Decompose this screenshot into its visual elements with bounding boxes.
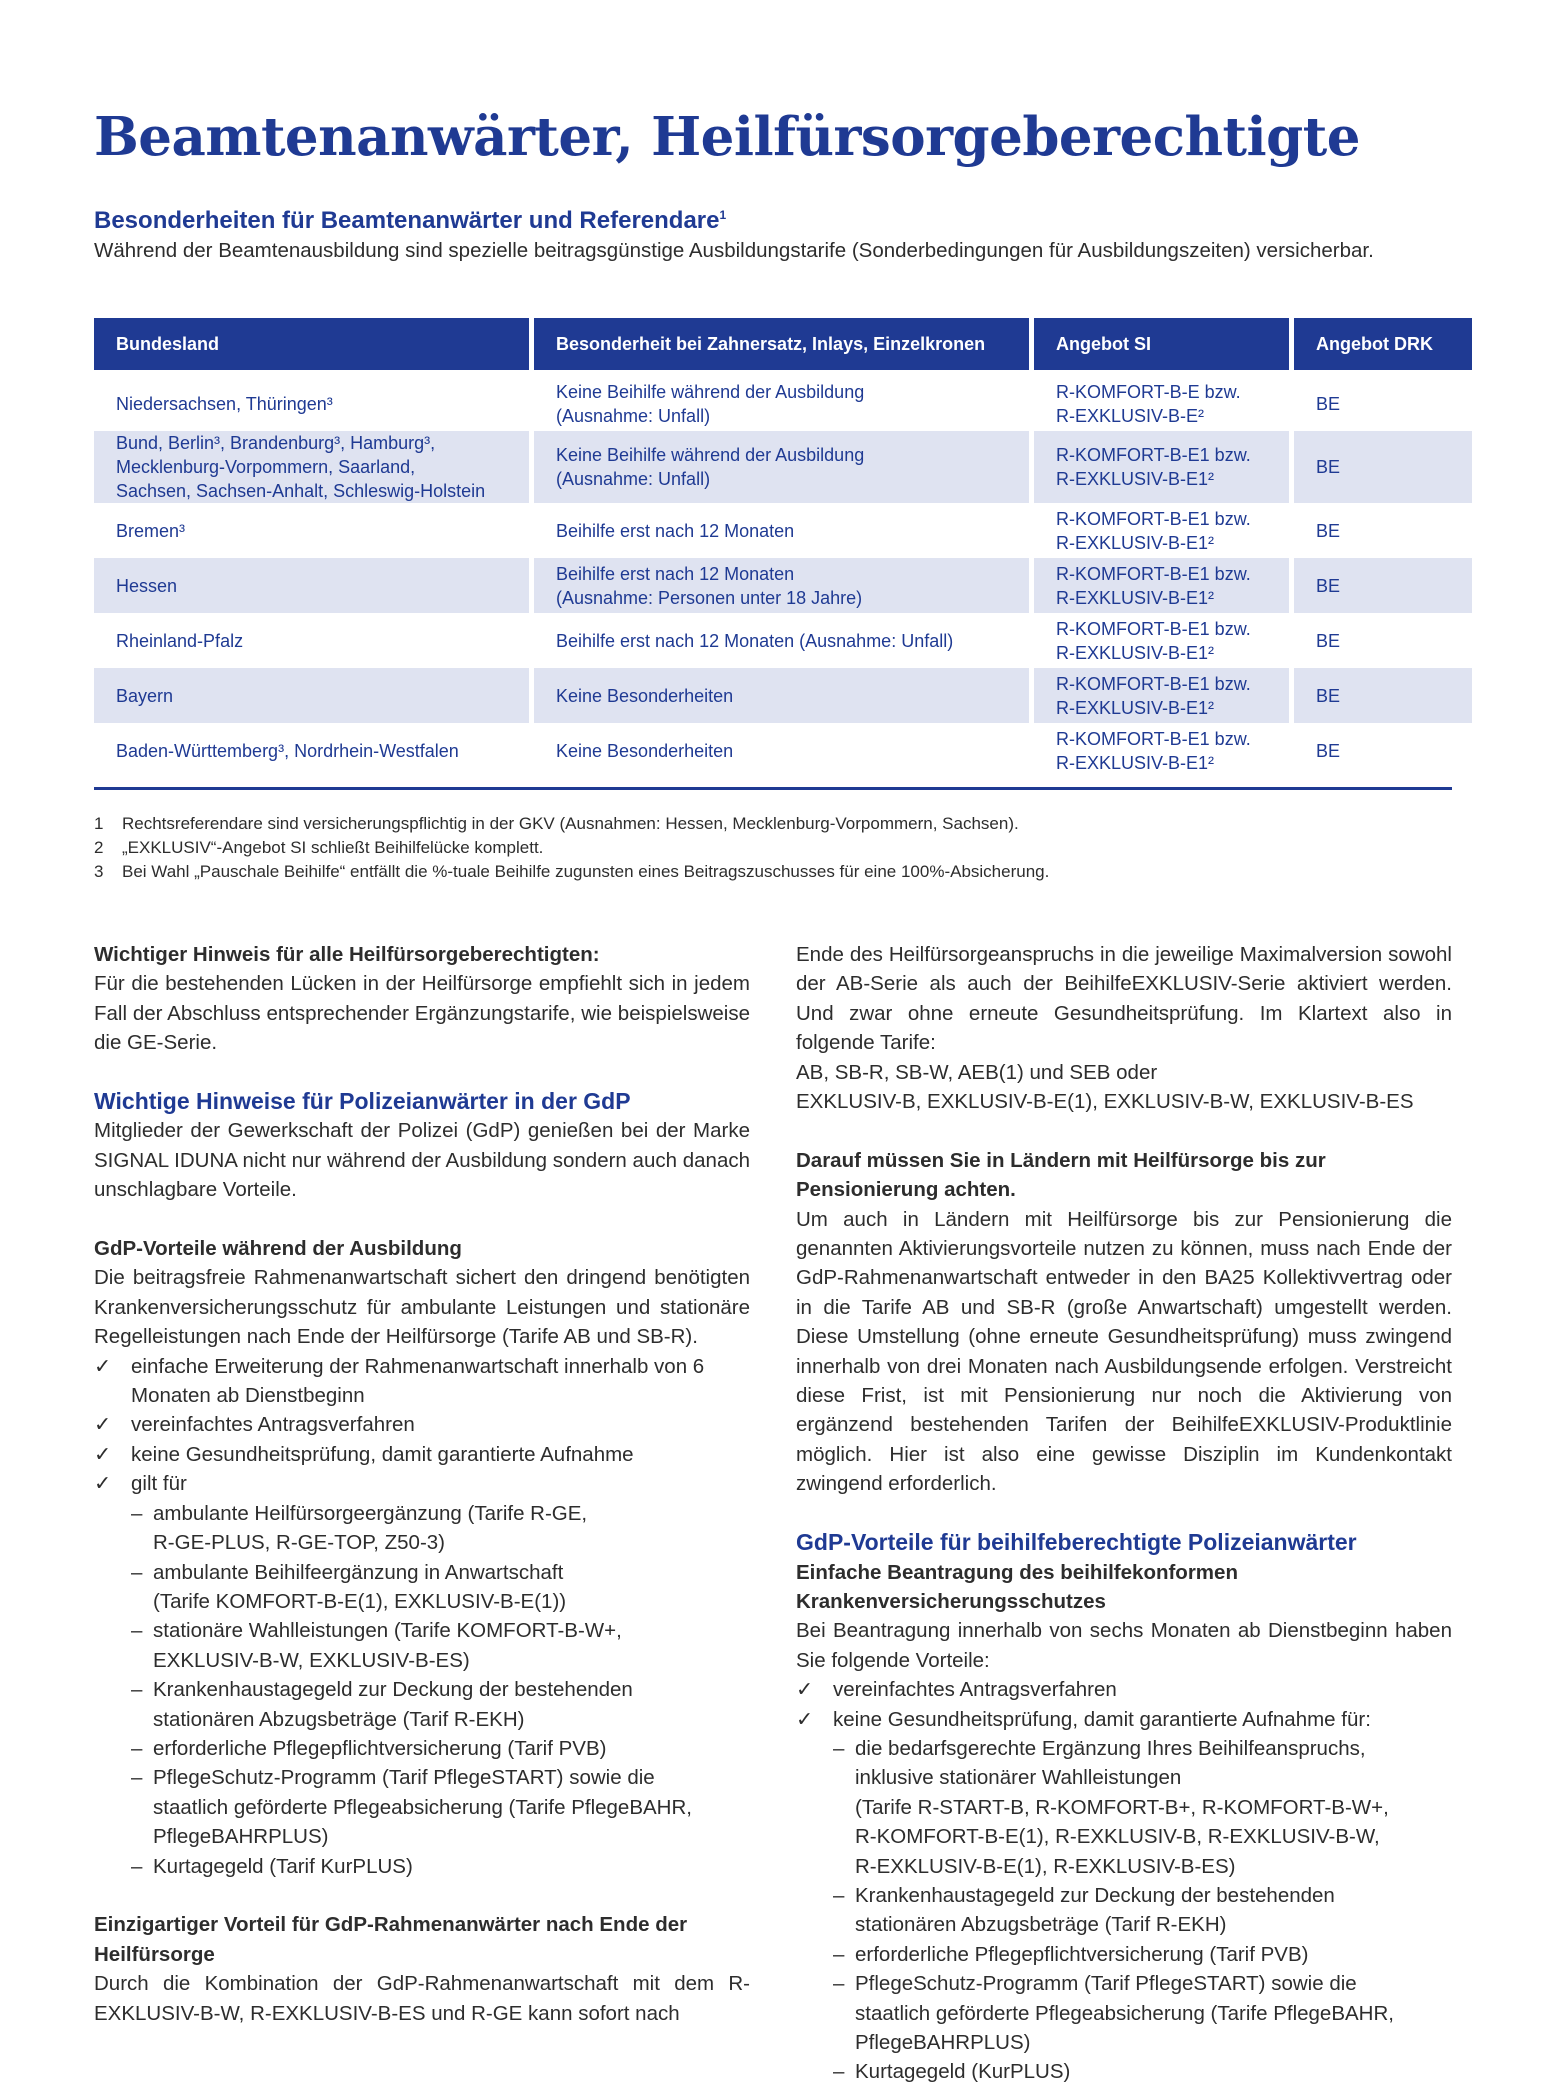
table-bottom-rule	[94, 787, 1452, 790]
dash-bullet: –	[131, 1501, 143, 1525]
ausbildung-heading: GdP-Vorteile während der Ausbildung	[94, 1237, 462, 1261]
footnote-number: 1	[94, 814, 104, 833]
table-cell-drk: BE	[1294, 431, 1472, 503]
dash-list	[833, 1734, 1452, 2087]
table-header-row	[94, 318, 1472, 376]
table-cell-drk: BE	[1316, 393, 1341, 414]
table-cell-si: R-KOMFORT-B-E1 bzw. R-EXKLUSIV-B-E1²	[1056, 728, 1251, 773]
table-cell-land: Rheinland-Pfalz	[116, 630, 244, 651]
list-item	[833, 1969, 1452, 2057]
list-item	[131, 1675, 750, 1734]
footnote-number: 2	[94, 838, 104, 857]
list-item-text: stationäre Wahlleistungen (Tarife KOMFORT-B-W+, EXKLUSIV-B-W, EXKLUSIV-B-ES)	[153, 1619, 622, 1672]
dash-bullet: –	[131, 1678, 143, 1702]
list-item-text: Krankenhaustagegeld zur Deckung der bestehenden stationären Abzugsbeträge (Tarif R-EKH)	[153, 1678, 633, 1731]
table-cell-besonderheit: Keine Beihilfe während der Ausbildung (Ausnahme: Unfall)	[556, 381, 865, 426]
table-row	[94, 668, 1472, 723]
list-item	[94, 1440, 750, 1469]
table-cell-land: Baden-Württemberg³, Nordrhein-Westfalen	[116, 740, 459, 761]
dash-bullet: –	[131, 1736, 143, 1760]
dash-bullet: –	[833, 1736, 845, 1760]
checkmark-icon: ✓	[94, 1472, 112, 1496]
footnote	[94, 836, 1452, 860]
dash-bullet: –	[131, 1766, 143, 1790]
table-row	[94, 431, 1472, 503]
table-cell-land: Bund, Berlin³, Brandenburg³, Hamburg³, Mecklenburg-Vorpommern, Saarland, Sachsen, Sachsen-Anhalt, Schleswig-Holstein	[94, 431, 529, 503]
intro-text: Während der Beamtenausbildung sind spezielle beitragsgünstige Ausbildungstarife (Sonderbedingungen für Ausbildungszeiten) versicherbar.	[94, 239, 1374, 262]
list-item-text: erforderliche Pflegepflichtversicherung (Tarif PVB)	[153, 1736, 607, 1760]
bundesland-table	[89, 318, 1477, 778]
list-item-text: PflegeSchutz-Programm (Tarif PflegeSTART) sowie die staatlich geförderte Pflegeabsicherung (Tarife PflegeBAHR, PflegeBAHRPLUS)	[855, 1972, 1394, 2054]
list-item	[796, 1675, 1452, 1704]
list-item-text: ambulante Beihilfeergänzung in Anwartschaft (Tarife KOMFORT-B-E(1), EXKLUSIV-B-E(1))	[153, 1560, 567, 1613]
footnote-text: Rechtsreferendare sind versicherungspflichtig in der GKV (Ausnahmen: Hessen, Mecklenburg-Vorpommern, Sachsen).	[122, 814, 1019, 833]
polizei-text: Mitglieder der Gewerkschaft der Polizei (GdP) genießen bei der Marke SIGNAL IDUNA nicht nur während der Ausbildung sondern auch danach unschlagbare Vorteile.	[94, 1119, 750, 1202]
beihilfe-subheading: Einfache Beantragung des beihilfekonformen Krankenversicherungsschutzes	[796, 1560, 1238, 1613]
dash-bullet: –	[131, 1854, 143, 1878]
dash-bullet: –	[131, 1619, 143, 1643]
list-item-text: Kurtagegeld (Tarif KurPLUS)	[153, 1854, 413, 1878]
einzig-text: Durch die Kombination der GdP-Rahmenanwartschaft mit dem R-EXKLUSIV-B-W, R-EXKLUSIV-B-ES und R-GE kann sofort nach	[94, 1972, 750, 2025]
footnote	[94, 812, 1452, 836]
check-list	[94, 1352, 750, 1499]
list-item-text: vereinfachtes Antragsverfahren	[833, 1678, 1117, 1702]
table-cell-drk: BE	[1316, 630, 1341, 651]
footnote	[94, 860, 1452, 884]
list-item	[131, 1616, 750, 1675]
checkmark-icon: ✓	[94, 1442, 112, 1466]
table-cell-besonderheit: Keine Beihilfe während der Ausbildung (Ausnahme: Unfall)	[534, 431, 1029, 503]
laender-heading: Darauf müssen Sie in Ländern mit Heilfürsorge bis zur Pensionierung achten.	[796, 1148, 1326, 1202]
table-cell-drk: BE	[1316, 520, 1341, 541]
hinweis-heading: Wichtiger Hinweis für alle Heilfürsorgeberechtigten:	[94, 943, 600, 966]
list-item	[94, 1410, 750, 1439]
list-item-text: vereinfachtes Antragsverfahren	[131, 1413, 415, 1437]
list-item	[833, 1940, 1452, 1969]
list-item	[833, 2057, 1452, 2086]
table-cell-si: R-KOMFORT-B-E1 bzw. R-EXKLUSIV-B-E1²	[1056, 508, 1251, 553]
list-item-text: erforderliche Pflegepflichtversicherung (Tarif PVB)	[855, 1942, 1309, 1966]
table-cell-land: Niedersachsen, Thüringen³	[116, 393, 333, 414]
list-item-text: Kurtagegeld (KurPLUS)	[855, 2060, 1071, 2084]
table-row	[94, 558, 1472, 613]
table-header-cell: Bundesland	[94, 318, 529, 376]
table-cell-si: R-KOMFORT-B-E1 bzw. R-EXKLUSIV-B-E1²	[1034, 431, 1289, 503]
list-item-text: Krankenhaustagegeld zur Deckung der bestehenden stationären Abzugsbeträge (Tarif R-EKH)	[855, 1883, 1335, 1937]
beihilfe-text: Bei Beantragung innerhalb von sechs Monaten ab Dienstbeginn haben Sie folgende Vorteile:	[796, 1619, 1452, 1672]
table-cell-si: R-KOMFORT-B-E bzw. R-EXKLUSIV-B-E²	[1056, 381, 1241, 426]
list-item	[94, 1352, 750, 1411]
table-header-cell: Besonderheit bei Zahnersatz, Inlays, Einzelkronen	[534, 318, 1029, 376]
table-cell-besonderheit: Beihilfe erst nach 12 Monaten (Ausnahme: Unfall)	[556, 630, 954, 651]
table-cell-besonderheit: Keine Besonderheiten	[556, 740, 734, 761]
dash-bullet: –	[833, 2060, 845, 2084]
tarife-line: AB, SB-R, SB-W, AEB(1) und SEB oder	[796, 1060, 1158, 1084]
list-item	[833, 1734, 1452, 1881]
ausbildung-text: Die beitragsfreie Rahmenanwartschaft sichert den dringend benötigten Krankenversicherungsschutz für ambulante Leistungen und stationäre Regelleistungen nach Ende der Heilfürsorge (Tarife AB und SB-R).	[94, 1266, 750, 1349]
right-column	[796, 940, 1452, 2087]
tarife-line: EXKLUSIV-B, EXKLUSIV-B-E(1), EXKLUSIV-B-W, EXKLUSIV-B-ES	[796, 1090, 1414, 1114]
footnote-ref: 1	[719, 208, 727, 222]
intro-heading	[94, 206, 1452, 236]
intro-section	[94, 206, 1452, 265]
page-title: Beamtenanwärter, Heilfürsorgeberechtigte	[94, 106, 1360, 168]
table-cell-besonderheit: Beihilfe erst nach 12 Monaten (Ausnahme: Personen unter 18 Jahre)	[534, 558, 1029, 613]
list-item-text: keine Gesundheitsprüfung, damit garantierte Aufnahme	[131, 1442, 634, 1466]
table-cell-si: R-KOMFORT-B-E1 bzw. R-EXKLUSIV-B-E1²	[1034, 668, 1289, 723]
list-item	[131, 1558, 750, 1617]
list-item	[131, 1852, 750, 1881]
list-item	[94, 1469, 750, 1498]
table-cell-land: Bayern	[94, 668, 529, 723]
list-item	[131, 1499, 750, 1558]
table-cell-si: R-KOMFORT-B-E1 bzw. R-EXKLUSIV-B-E1²	[1056, 618, 1251, 663]
table-cell-drk: BE	[1294, 668, 1472, 723]
dash-bullet: –	[833, 1942, 845, 1966]
list-item	[131, 1763, 750, 1851]
table-row	[94, 613, 1472, 668]
footnotes	[94, 812, 1452, 884]
hinweis-text: Für die bestehenden Lücken in der Heilfürsorge empfiehlt sich in jedem Fall der Abschluss entsprechender Ergänzungstarife, wie beispielsweise die GE-Serie.	[94, 972, 750, 1055]
dash-list	[131, 1499, 750, 1881]
left-column	[94, 940, 750, 2028]
checkmark-icon: ✓	[796, 1707, 814, 1731]
checkmark-icon: ✓	[796, 1678, 814, 1702]
table-row	[94, 376, 1472, 431]
footnote-text: Bei Wahl „Pauschale Beihilfe“ entfällt die %-tuale Beihilfe zugunsten eines Beitragszuschusses für eine 100%-Absicherung.	[122, 862, 1050, 881]
list-item	[796, 1705, 1452, 1734]
check-list	[796, 1675, 1452, 1734]
beihilfe-heading: GdP-Vorteile für beihilfeberechtigte Polizeianwärter	[796, 1529, 1357, 1556]
list-item-text: PflegeSchutz-Programm (Tarif PflegeSTART) sowie die staatlich geförderte Pflegeabsicherung (Tarife PflegeBAHR, PflegeBAHRPLUS)	[153, 1766, 692, 1849]
list-item-text: die bedarfsgerechte Ergänzung Ihres Beihilfeanspruchs, inklusive stationärer Wahlleistungen (Tarife R-START-B, R-KOMFORT-B+, R-KOMFORT-B-W+, R-KOMFORT-B-E(1), R-EXKLUSIV-B, R-EXKLUSIV-B-W, R-EXKLUSIV-B-E(1), R-EXKLUSIV-B-ES)	[855, 1736, 1389, 1878]
polizei-heading: Wichtige Hinweise für Polizeianwärter in der GdP	[94, 1088, 631, 1115]
table-cell-land: Hessen	[94, 558, 529, 613]
laender-text: Um auch in Ländern mit Heilfürsorge bis zur Pensionierung die genannten Aktivierungsvorteile nutzen zu können, muss nach Ende der GdP-Rahmenanwartschaft entweder in den BA25 Kollektivvertrag oder in die Tarife AB und SB-R (große Anwartschaft) umgestellt werden. Diese Umstellung (ohne erneute Gesundheitsprüfung) muss zwingend innerhalb von drei Monaten nach Ausbildungsende erfolgen. Verstreicht diese Frist, ist mit Pensionierung nur noch die Aktivierung von ergänzend bestehenden Tarifen der BeihilfeEXKLUSIV-Produktlinie möglich. Hier ist also eine gewisse Disziplin im Kundenkontakt zwingend erforderlich.	[796, 1207, 1452, 1496]
dash-bullet: –	[131, 1560, 143, 1584]
list-item-text: keine Gesundheitsprüfung, damit garantierte Aufnahme für:	[833, 1707, 1371, 1731]
table-cell-besonderheit: Keine Besonderheiten	[534, 668, 1029, 723]
table-cell-drk: BE	[1294, 558, 1472, 613]
table-cell-besonderheit: Beihilfe erst nach 12 Monaten	[556, 520, 795, 541]
list-item	[131, 1734, 750, 1763]
dash-bullet: –	[833, 1972, 845, 1996]
table-cell-land: Bremen³	[116, 520, 186, 541]
list-item-text: gilt für	[131, 1472, 187, 1496]
continuation-text: Ende des Heilfürsorgeanspruchs in die jeweilige Maximalversion sowohl der AB-Serie als auch der BeihilfeEXKLUSIV-Serie aktiviert werden. Und zwar ohne erneute Gesundheitsprüfung. Im Klartext also in folgende Tarife:	[796, 943, 1452, 1055]
list-item-text: ambulante Heilfürsorgeergänzung (Tarife R-GE, R-GE-PLUS, R-GE-TOP, Z50-3)	[153, 1501, 588, 1555]
table-cell-si: R-KOMFORT-B-E1 bzw. R-EXKLUSIV-B-E1²	[1034, 558, 1289, 613]
dash-bullet: –	[833, 1883, 845, 1907]
intro-heading-text: Besonderheiten für Beamtenanwärter und Referendare	[94, 207, 720, 234]
checkmark-icon: ✓	[94, 1413, 112, 1437]
footnote-text: „EXKLUSIV“-Angebot SI schließt Beihilfelücke komplett.	[122, 838, 544, 857]
list-item-text: einfache Erweiterung der Rahmenanwartschaft innerhalb von 6 Monaten ab Dienstbeginn	[131, 1354, 705, 1408]
table-row	[94, 503, 1472, 558]
table-header-cell: Angebot SI	[1034, 318, 1289, 376]
table-cell-drk: BE	[1316, 740, 1341, 761]
table-row	[94, 723, 1472, 778]
einzig-heading: Einzigartiger Vorteil für GdP-Rahmenanwärter nach Ende der Heilfürsorge	[94, 1913, 688, 1966]
footnote-number: 3	[94, 862, 104, 881]
table-header-cell: Angebot DRK	[1294, 318, 1472, 376]
checkmark-icon: ✓	[94, 1354, 112, 1378]
list-item	[833, 1881, 1452, 1940]
